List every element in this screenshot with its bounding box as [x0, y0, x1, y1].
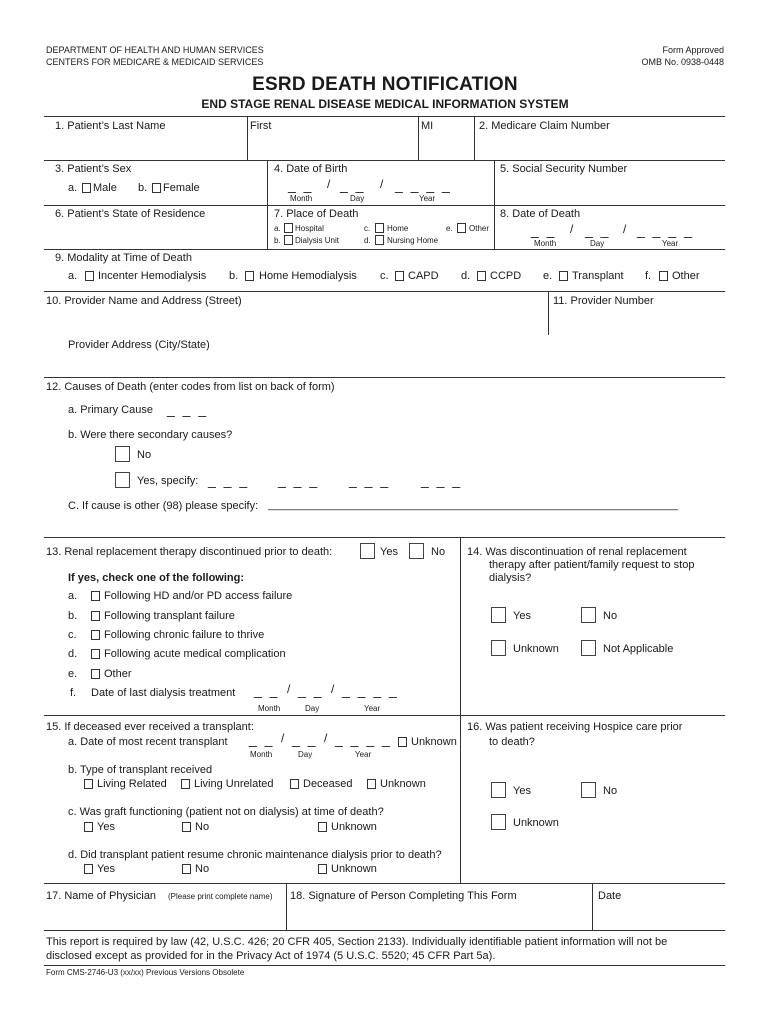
month-caption: Month — [290, 194, 313, 203]
divider — [247, 116, 248, 160]
signature-label: 18. Signature of Person Completing This Form — [290, 890, 517, 902]
rule — [44, 537, 725, 538]
death-day-field[interactable]: _ _ — [585, 222, 611, 238]
acute-complication-label: Following acute medical complication — [104, 648, 286, 660]
option-letter: f. — [645, 270, 652, 282]
discontinuation-na-label: Not Applicable — [603, 643, 674, 655]
divider — [548, 291, 549, 335]
discontinuation-no-checkbox[interactable] — [581, 607, 596, 623]
transplant-date-unknown-label: Unknown — [411, 736, 457, 748]
graft-unknown-checkbox[interactable] — [318, 822, 327, 832]
transplant-month-field[interactable]: _ _ — [249, 731, 275, 747]
failure-to-thrive-checkbox[interactable] — [91, 630, 100, 640]
option-letter: a. — [68, 590, 78, 602]
incenter-hemodialysis-label: Incenter Hemodialysis — [98, 270, 207, 282]
dob-month-field[interactable]: _ _ — [288, 177, 314, 193]
medicare-claim-label: 2. Medicare Claim Number — [479, 120, 610, 132]
option-letter: a. — [68, 270, 78, 282]
state-of-residence-label: 6. Patient’s State of Residence — [55, 208, 206, 220]
option-letter: b. — [68, 610, 78, 622]
death-year-field[interactable]: _ _ _ _ — [637, 222, 694, 238]
access-failure-checkbox[interactable] — [91, 591, 100, 601]
discontinuation-question-line3: dialysis? — [489, 572, 532, 584]
hospice-yes-label: Yes — [513, 785, 531, 797]
resume-unknown-label: Unknown — [331, 863, 377, 875]
hospice-yes-checkbox[interactable] — [491, 782, 506, 798]
modality-label: 9. Modality at Time of Death — [55, 252, 192, 264]
date-of-birth-label: 4. Date of Birth — [274, 163, 348, 175]
hospital-label: Hospital — [295, 224, 324, 233]
secondary-no-label: No — [137, 449, 152, 461]
dob-year-field[interactable]: _ _ _ _ — [395, 177, 452, 193]
secondary-causes-label: b. Were there secondary causes? — [68, 429, 233, 441]
graft-unknown-label: Unknown — [331, 821, 377, 833]
option-letter: f. — [70, 687, 77, 699]
discontinuation-yes-label: Yes — [513, 610, 531, 622]
option-letter: d. — [364, 236, 371, 245]
place-of-death-label: 7. Place of Death — [274, 208, 359, 220]
option-letter: c. — [68, 629, 77, 641]
divider — [474, 116, 475, 160]
date-separator: / — [331, 682, 335, 696]
living-unrelated-label: Living Unrelated — [194, 778, 274, 790]
hospice-question-line2: to death? — [489, 736, 535, 748]
day-caption: Day — [298, 750, 313, 759]
provider-name-label: 10. Provider Name and Address (Street) — [46, 295, 242, 307]
home-hemodialysis-label: Home Hemodialysis — [259, 270, 357, 282]
form-approved-label: Form Approved — [662, 45, 724, 55]
transplant-date-label: a. Date of most recent transplant — [68, 736, 228, 748]
hospital-checkbox[interactable] — [284, 223, 293, 233]
transplant-failure-checkbox[interactable] — [91, 611, 100, 621]
graft-no-checkbox[interactable] — [182, 822, 191, 832]
year-caption: Year — [662, 239, 679, 248]
physician-name-label: 17. Name of Physician — [46, 890, 157, 902]
date-separator: / — [281, 731, 285, 745]
transplant-day-field[interactable]: _ _ — [292, 731, 318, 747]
secondary-code-field-3[interactable]: _ _ _ — [349, 472, 391, 488]
resume-unknown-checkbox[interactable] — [318, 864, 327, 874]
patient-last-name-label: 1. Patient’s Last Name — [55, 120, 166, 132]
type-unknown-checkbox[interactable] — [367, 779, 376, 789]
month-caption: Month — [258, 704, 281, 713]
living-related-label: Living Related — [97, 778, 167, 790]
secondary-code-field-2[interactable]: _ _ _ — [278, 472, 320, 488]
access-failure-label: Following HD and/or PD access failure — [104, 590, 293, 602]
option-letter: e. — [68, 668, 78, 680]
resume-no-label: No — [195, 863, 210, 875]
ccpd-checkbox[interactable] — [477, 271, 486, 281]
day-caption: Day — [590, 239, 605, 248]
female-label: Female — [163, 182, 200, 194]
discontinuation-na-checkbox[interactable] — [581, 640, 596, 656]
capd-checkbox[interactable] — [395, 271, 404, 281]
option-letter: d. — [68, 648, 78, 660]
hospice-unknown-checkbox[interactable] — [491, 814, 506, 830]
male-label: Male — [93, 182, 117, 194]
rule — [44, 965, 725, 966]
nursing-home-label: Nursing Home — [387, 236, 439, 245]
other-reason-checkbox[interactable] — [91, 669, 100, 679]
divider — [286, 883, 287, 930]
other-place-checkbox[interactable] — [457, 223, 466, 233]
form-title: ESRD DEATH NOTIFICATION — [252, 74, 518, 95]
option-letter: c. — [380, 270, 389, 282]
rrt-yes-checkbox[interactable] — [360, 543, 375, 559]
causes-of-death-label: 12. Causes of Death (enter codes from list on back of form) — [46, 381, 335, 393]
resume-yes-label: Yes — [97, 863, 115, 875]
dob-day-field[interactable]: _ _ — [340, 177, 366, 193]
date-separator: / — [324, 731, 328, 745]
month-caption: Month — [250, 750, 273, 759]
rule — [44, 291, 725, 292]
patient-sex-label: 3. Patient’s Sex — [55, 163, 132, 175]
privacy-notice-line2: disclosed except as provided for in the Privacy Act of 1974 (5 U.S.C. 5520; 45 CFR Part 5a). — [46, 950, 496, 962]
discontinuation-question-line1: 14. Was discontinuation of renal replacement — [467, 546, 687, 558]
living-unrelated-checkbox[interactable] — [181, 779, 190, 789]
discontinuation-question-line2: therapy after patient/family request to stop — [489, 559, 695, 571]
deceased-donor-label: Deceased — [303, 778, 353, 790]
omb-number: OMB No. 0938-0448 — [641, 57, 724, 67]
provider-number-label: 11. Provider Number — [553, 295, 654, 307]
female-checkbox[interactable] — [152, 183, 161, 193]
discontinuation-no-label: No — [603, 610, 618, 622]
day-caption: Day — [350, 194, 365, 203]
other-cause-field[interactable]: ___________________________________________________________________ — [268, 499, 678, 511]
secondary-yes-checkbox[interactable] — [115, 472, 130, 488]
nursing-home-checkbox[interactable] — [375, 235, 384, 245]
graft-yes-label: Yes — [97, 821, 115, 833]
transplant-label: Transplant — [572, 270, 624, 282]
divider — [460, 537, 461, 883]
last-dialysis-date-label: Date of last dialysis treatment — [91, 687, 236, 699]
provider-city-state-label: Provider Address (City/State) — [68, 339, 210, 351]
year-caption: Year — [364, 704, 381, 713]
rule — [44, 715, 725, 716]
form-id: Form CMS-2746-U3 (xx/xx) Previous Versions Obsolete — [46, 968, 245, 977]
ssn-label: 5. Social Security Number — [500, 163, 628, 175]
day-caption: Day — [305, 704, 320, 713]
first-name-label: First — [250, 120, 272, 132]
transplant-question-label: 15. If deceased ever received a transplant: — [46, 721, 254, 733]
rrt-discontinued-label: 13. Renal replacement therapy discontinued prior to death: — [46, 546, 333, 558]
form-subtitle: END STAGE RENAL DISEASE MEDICAL INFORMATION SYSTEM — [201, 97, 569, 111]
male-checkbox[interactable] — [82, 183, 91, 193]
department-label: DEPARTMENT OF HEALTH AND HUMAN SERVICES — [46, 45, 264, 55]
transplant-date-unknown-checkbox[interactable] — [398, 737, 407, 747]
rule — [44, 930, 725, 931]
date-separator: / — [623, 222, 627, 236]
dialysis-unit-label: Dialysis Unit — [295, 236, 340, 245]
privacy-notice-line1: This report is required by law (42, U.S.C. 426; 20 CFR 405, Section 2133). Individually identifiable patient information will not be — [46, 936, 668, 948]
year-caption: Year — [355, 750, 372, 759]
other-place-label: Other — [469, 224, 490, 233]
rule — [44, 160, 725, 161]
rule — [44, 377, 725, 378]
other-modality-label: Other — [672, 270, 700, 282]
option-letter: b. — [138, 182, 148, 194]
transplant-year-field[interactable]: _ _ _ _ — [335, 731, 392, 747]
other-reason-label: Other — [104, 668, 132, 680]
date-separator: / — [570, 222, 574, 236]
other-cause-label: C. If cause is other (98) please specify: — [68, 500, 259, 512]
hospice-no-label: No — [603, 785, 618, 797]
date-separator: / — [287, 682, 291, 696]
deceased-donor-checkbox[interactable] — [290, 779, 299, 789]
option-letter: e. — [543, 270, 553, 282]
date-of-death-label: 8. Date of Death — [500, 208, 581, 220]
home-checkbox[interactable] — [375, 223, 384, 233]
year-caption: Year — [419, 194, 436, 203]
discontinuation-yes-checkbox[interactable] — [491, 607, 506, 623]
signature-date-label: Date — [598, 890, 622, 902]
graft-yes-checkbox[interactable] — [84, 822, 93, 832]
option-letter: b. — [274, 236, 281, 245]
resume-yes-checkbox[interactable] — [84, 864, 93, 874]
rule — [44, 249, 725, 250]
discontinuation-unknown-checkbox[interactable] — [491, 640, 506, 656]
death-month-field[interactable]: _ _ — [531, 222, 557, 238]
option-letter: a. — [68, 182, 78, 194]
secondary-code-field-1[interactable]: _ _ _ — [208, 472, 250, 488]
capd-label: CAPD — [408, 270, 439, 282]
rule — [44, 116, 725, 117]
type-unknown-label: Unknown — [380, 778, 426, 790]
option-letter: a. — [274, 224, 281, 233]
acute-complication-checkbox[interactable] — [91, 649, 100, 659]
primary-cause-label: a. Primary Cause — [68, 404, 153, 416]
rrt-yes-label: Yes — [380, 546, 398, 558]
option-letter: e. — [446, 224, 453, 233]
divider — [418, 116, 419, 160]
transplant-failure-label: Following transplant failure — [104, 610, 235, 622]
agency-label: CENTERS FOR MEDICARE & MEDICAID SERVICES — [46, 57, 264, 67]
incenter-hemodialysis-checkbox[interactable] — [85, 271, 94, 281]
rrt-no-checkbox[interactable] — [409, 543, 424, 559]
divider — [592, 883, 593, 930]
divider — [267, 160, 268, 249]
transplant-checkbox[interactable] — [559, 271, 568, 281]
resume-no-checkbox[interactable] — [182, 864, 191, 874]
rule — [44, 883, 725, 884]
rrt-no-label: No — [431, 546, 446, 558]
home-label: Home — [387, 224, 409, 233]
rule — [267, 205, 725, 206]
secondary-no-checkbox[interactable] — [115, 446, 130, 462]
option-letter: d. — [461, 270, 471, 282]
dialysis-unit-checkbox[interactable] — [284, 235, 293, 245]
graft-no-label: No — [195, 821, 210, 833]
living-related-checkbox[interactable] — [84, 779, 93, 789]
resume-dialysis-label: d. Did transplant patient resume chronic maintenance dialysis prior to death? — [68, 849, 442, 861]
divider — [494, 160, 495, 249]
failure-to-thrive-label: Following chronic failure to thrive — [104, 629, 265, 641]
transplant-type-label: b. Type of transplant received — [68, 764, 213, 776]
secondary-code-field-4[interactable]: _ _ _ — [421, 472, 463, 488]
middle-initial-label: MI — [421, 120, 434, 132]
ccpd-label: CCPD — [490, 270, 522, 282]
if-yes-instruction: If yes, check one of the following: — [68, 572, 245, 584]
home-hemodialysis-checkbox[interactable] — [245, 271, 254, 281]
last-dialysis-year-field[interactable]: _ _ _ _ — [342, 682, 399, 698]
last-dialysis-day-field[interactable]: _ _ — [298, 682, 324, 698]
option-letter: c. — [364, 224, 371, 233]
last-dialysis-month-field[interactable]: _ _ — [254, 682, 280, 698]
secondary-yes-label: Yes, specify: — [137, 475, 199, 487]
hospice-no-checkbox[interactable] — [581, 782, 596, 798]
physician-name-note: (Please print complete name) — [168, 892, 273, 901]
date-separator: / — [327, 177, 331, 191]
primary-cause-field[interactable]: _ _ _ — [167, 401, 209, 417]
hospice-unknown-label: Unknown — [513, 817, 559, 829]
graft-functioning-label: c. Was graft functioning (patient not on dialysis) at time of death? — [68, 806, 384, 818]
option-letter: b. — [229, 270, 239, 282]
discontinuation-unknown-label: Unknown — [513, 643, 559, 655]
date-separator: / — [380, 177, 384, 191]
hospice-question-line1: 16. Was patient receiving Hospice care prior — [467, 721, 683, 733]
month-caption: Month — [534, 239, 557, 248]
other-modality-checkbox[interactable] — [659, 271, 668, 281]
